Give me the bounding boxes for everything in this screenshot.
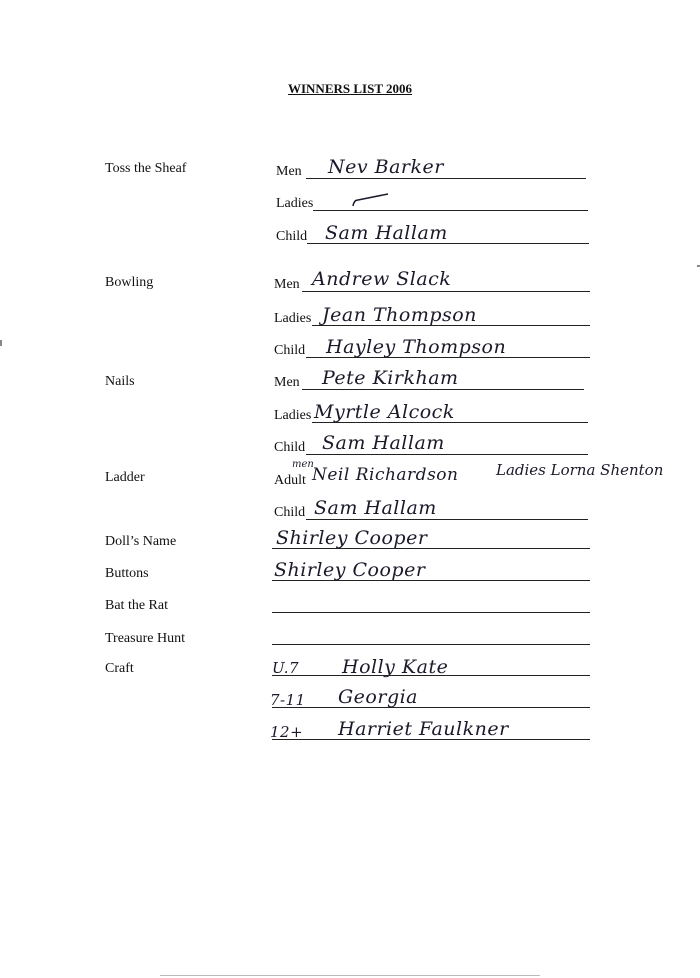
label-men: Men xyxy=(276,164,302,179)
event-treasure-hunt: Treasure Hunt xyxy=(105,631,185,646)
handwritten-entry: Sam Hallam xyxy=(314,497,437,519)
label-adult: Adult xyxy=(274,473,306,488)
page-title: WINNERS LIST 2006 xyxy=(287,81,413,96)
label-child: Child xyxy=(274,505,306,520)
label-ladies: Ladies xyxy=(276,196,314,211)
event-ladder: Ladder xyxy=(105,470,145,485)
scan-edge-line xyxy=(160,975,540,976)
event-dolls-name: Doll’s Name xyxy=(105,534,177,549)
event-craft: Craft xyxy=(105,661,134,676)
handwritten-age-group: U.7 xyxy=(272,659,300,677)
handwritten-entry: Shirley Cooper xyxy=(276,527,428,549)
handwritten-entry: Neil Richardson xyxy=(312,465,459,485)
event-toss-the-sheaf: Toss the Sheaf xyxy=(105,161,187,176)
handwritten-men-note: men xyxy=(292,459,314,470)
dash-mark xyxy=(350,190,392,210)
handwritten-entry: Jean Thompson xyxy=(322,304,477,326)
handwritten-entry: Andrew Slack xyxy=(312,268,452,290)
handwritten-age-group: 7-11 xyxy=(270,691,306,709)
handwritten-entry: Ladies Lorna Shenton xyxy=(496,461,664,479)
handwritten-entry: Pete Kirkham xyxy=(322,367,459,389)
answer-line xyxy=(313,210,588,211)
answer-line xyxy=(302,291,590,292)
label-child: Child xyxy=(276,229,308,244)
handwritten-entry: Nev Barker xyxy=(328,156,444,178)
answer-line xyxy=(272,644,590,645)
event-bat-the-rat: Bat the Rat xyxy=(105,598,168,613)
answer-line xyxy=(272,675,590,676)
handwritten-entry: Sam Hallam xyxy=(325,222,448,244)
handwritten-age-group: 12+ xyxy=(270,723,304,741)
handwritten-entry: Holly Kate xyxy=(342,656,449,678)
answer-line xyxy=(272,707,590,708)
label-men: Men xyxy=(274,375,300,390)
answer-line xyxy=(272,739,590,740)
answer-line xyxy=(272,612,590,613)
scan-mark xyxy=(0,340,2,346)
event-bowling: Bowling xyxy=(105,275,154,290)
event-nails: Nails xyxy=(105,374,135,389)
handwritten-entry: Myrtle Alcock xyxy=(314,401,455,423)
label-ladies: Ladies xyxy=(274,311,312,326)
answer-line xyxy=(306,519,588,520)
handwritten-entry: Harriet Faulkner xyxy=(338,718,509,740)
answer-line xyxy=(306,454,588,455)
event-buttons: Buttons xyxy=(105,566,149,581)
handwritten-entry: Shirley Cooper xyxy=(274,559,426,581)
label-child: Child xyxy=(274,343,306,358)
label-ladies: Ladies xyxy=(274,408,312,423)
label-child: Child xyxy=(274,440,306,455)
handwritten-entry: Georgia xyxy=(338,686,419,708)
label-men: Men xyxy=(274,277,300,292)
answer-line xyxy=(302,389,584,390)
answer-line xyxy=(306,178,586,179)
handwritten-entry: Sam Hallam xyxy=(322,432,445,454)
handwritten-entry: Hayley Thompson xyxy=(326,336,507,358)
